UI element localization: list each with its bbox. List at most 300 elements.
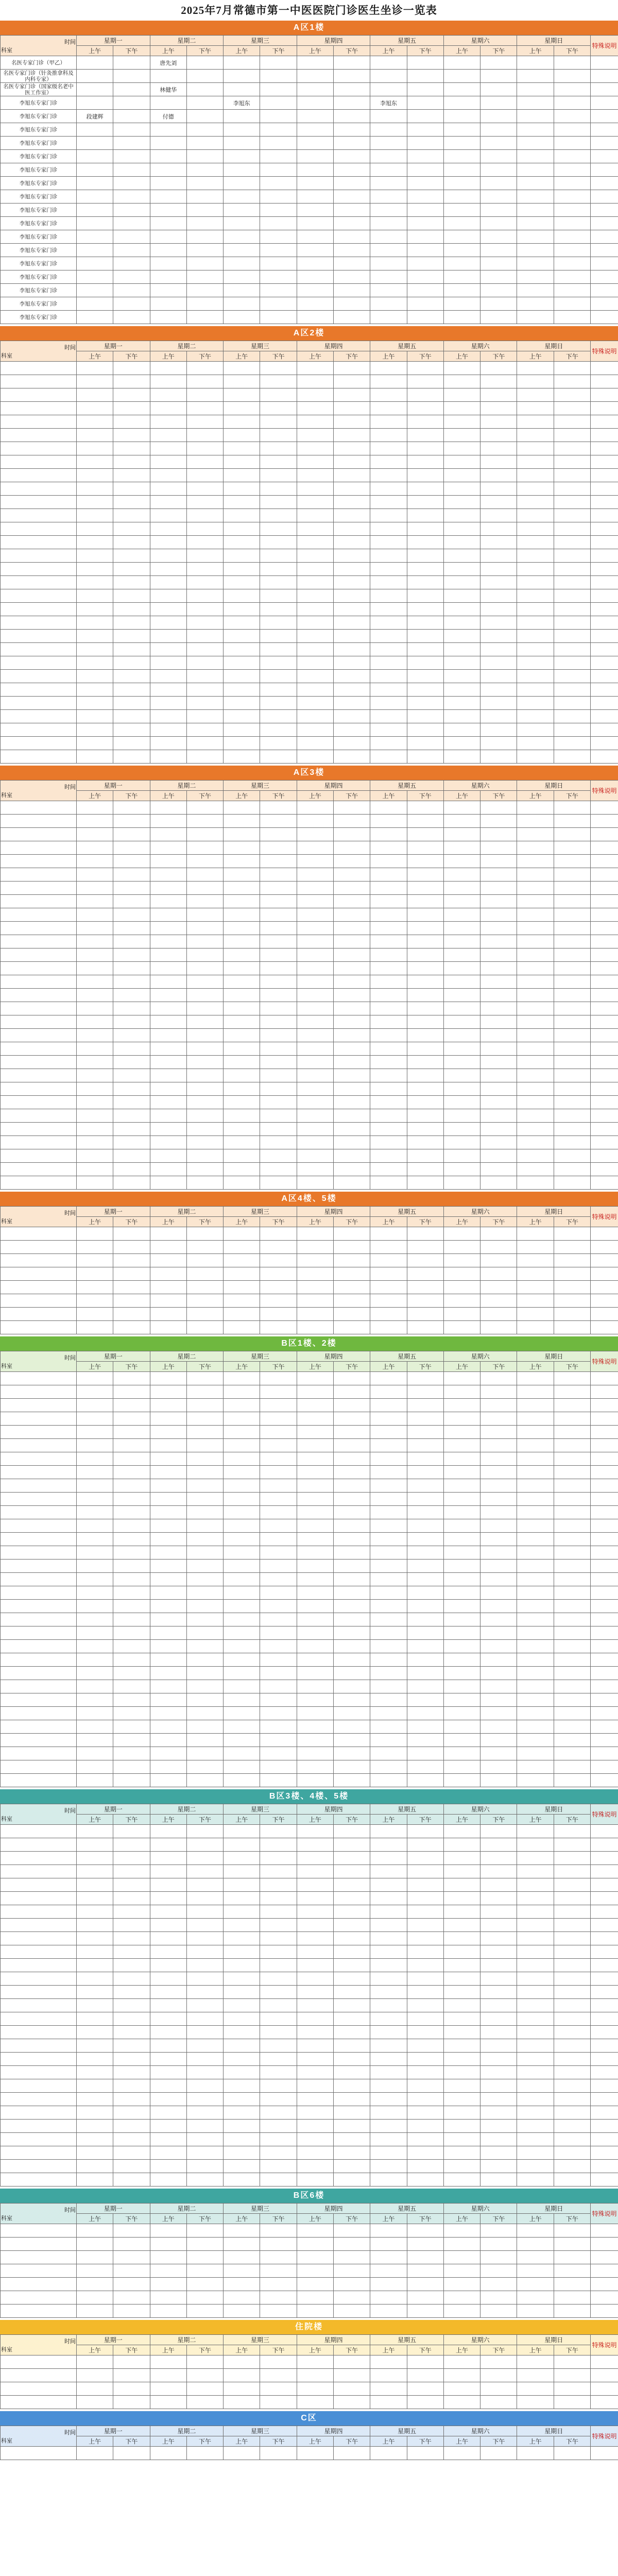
day-header: 星期五	[370, 1351, 444, 1362]
doctor-cell	[260, 1123, 297, 1136]
doctor-cell	[77, 2106, 113, 2120]
am-header: 上午	[150, 1362, 186, 1372]
doctor-cell	[150, 1825, 186, 1838]
am-header: 上午	[297, 2436, 333, 2447]
doctor-cell	[334, 1096, 370, 1109]
doctor-cell	[150, 2355, 186, 2369]
am-header: 上午	[517, 791, 554, 801]
doctor-cell	[150, 630, 186, 643]
doctor-cell	[443, 868, 480, 882]
dept-cell: 李旭东专家门诊	[1, 137, 77, 150]
doctor-cell	[517, 723, 554, 737]
note-cell	[591, 1905, 618, 1919]
doctor-cell	[554, 1372, 590, 1385]
note-cell	[591, 1640, 618, 1653]
doctor-cell	[370, 1573, 407, 1586]
doctor-cell	[297, 1959, 333, 1972]
table-row	[1, 1838, 618, 1852]
doctor-cell	[260, 429, 297, 442]
doctor-cell	[113, 2278, 150, 2291]
doctor-cell	[186, 2133, 223, 2146]
doctor-cell	[554, 723, 590, 737]
doctor-cell	[297, 2304, 333, 2318]
note-cell	[591, 1294, 618, 1308]
doctor-cell	[370, 362, 407, 375]
doctor-cell	[517, 855, 554, 868]
doctor-cell	[334, 1878, 370, 1892]
doctor-cell	[77, 509, 113, 522]
table-row	[1, 643, 618, 656]
doctor-cell	[480, 123, 517, 137]
doctor-cell	[554, 509, 590, 522]
note-cell	[591, 482, 618, 496]
doctor-cell	[260, 1002, 297, 1015]
doctor-cell	[517, 1667, 554, 1680]
doctor-cell	[370, 1069, 407, 1082]
doctor-cell	[334, 2238, 370, 2251]
doctor-cell	[517, 1640, 554, 1653]
doctor-cell	[77, 375, 113, 388]
dept-cell	[1, 1560, 77, 1573]
pm-header: 下午	[113, 1815, 150, 1825]
doctor-cell	[260, 616, 297, 630]
doctor-cell	[370, 177, 407, 190]
doctor-cell	[113, 1760, 150, 1774]
doctor-cell	[113, 1308, 150, 1321]
doctor-cell	[554, 1865, 590, 1878]
dept-cell	[1, 895, 77, 908]
doctor-cell	[224, 2396, 260, 2409]
dept-cell	[1, 2079, 77, 2093]
doctor-cell	[517, 1825, 554, 1838]
doctor-cell	[77, 1892, 113, 1905]
day-header: 星期五	[370, 1207, 444, 1217]
doctor-cell	[480, 1096, 517, 1109]
doctor-cell	[517, 975, 554, 989]
doctor-cell	[334, 828, 370, 841]
doctor-cell	[370, 1149, 407, 1163]
schedule-table	[0, 2203, 618, 2318]
doctor-cell	[443, 1774, 480, 1787]
doctor-cell	[443, 362, 480, 375]
doctor-cell	[480, 257, 517, 270]
doctor-cell	[77, 1321, 113, 1334]
am-header: 上午	[224, 1362, 260, 1372]
doctor-cell	[334, 150, 370, 163]
table-row	[1, 1533, 618, 1546]
table-row	[1, 1321, 618, 1334]
doctor-cell	[297, 1865, 333, 1878]
doctor-cell	[77, 429, 113, 442]
doctor-cell	[334, 1176, 370, 1190]
doctor-cell	[480, 989, 517, 1002]
doctor-cell	[186, 589, 223, 603]
doctor-cell	[260, 801, 297, 815]
dept-cell	[1, 1959, 77, 1972]
doctor-cell	[443, 1519, 480, 1533]
doctor-cell	[334, 1747, 370, 1760]
doctor-cell	[260, 1056, 297, 1069]
doctor-cell	[297, 2106, 333, 2120]
table-row	[1, 2369, 618, 2382]
doctor-cell	[334, 509, 370, 522]
doctor-cell	[77, 1838, 113, 1852]
doctor-cell	[77, 1734, 113, 1747]
doctor-cell	[370, 455, 407, 469]
doctor-cell	[297, 737, 333, 750]
doctor-cell	[370, 1999, 407, 2012]
doctor-cell	[443, 2146, 480, 2160]
doctor-cell	[370, 1426, 407, 1439]
doctor-cell	[260, 1892, 297, 1905]
day-header: 星期五	[370, 1804, 444, 1815]
doctor-cell	[517, 603, 554, 616]
doctor-cell	[297, 1426, 333, 1439]
am-header: 上午	[370, 791, 407, 801]
doctor-cell	[517, 297, 554, 311]
doctor-cell	[334, 2251, 370, 2264]
doctor-cell	[480, 150, 517, 163]
doctor-cell	[480, 1999, 517, 2012]
note-cell	[591, 1136, 618, 1149]
doctor-cell	[407, 284, 443, 297]
doctor-cell	[443, 1865, 480, 1878]
note-cell	[591, 1892, 618, 1905]
doctor-cell	[297, 455, 333, 469]
doctor-cell	[113, 1693, 150, 1707]
doctor-cell	[334, 442, 370, 455]
doctor-cell	[150, 257, 186, 270]
doctor-cell	[334, 536, 370, 549]
doctor-cell	[334, 2173, 370, 2187]
section-banner: A区4楼、5楼	[0, 1192, 618, 1206]
doctor-cell	[517, 1479, 554, 1493]
doctor-cell	[297, 2120, 333, 2133]
doctor-cell	[480, 509, 517, 522]
pm-header: 下午	[407, 1362, 443, 1372]
note-cell	[591, 1680, 618, 1693]
note-cell	[591, 1667, 618, 1680]
day-header: 星期五	[370, 2426, 444, 2436]
doctor-cell	[260, 2264, 297, 2278]
dept-cell: 李旭东专家门诊	[1, 257, 77, 270]
day-header: 星期三	[224, 2335, 297, 2345]
doctor-cell	[150, 576, 186, 589]
doctor-cell	[443, 1321, 480, 1334]
doctor-cell	[186, 908, 223, 922]
doctor-cell	[260, 2079, 297, 2093]
doctor-cell	[554, 2224, 590, 2238]
doctor-cell	[370, 1466, 407, 1479]
doctor-cell	[297, 1945, 333, 1959]
table-row	[1, 1506, 618, 1519]
doctor-cell	[224, 362, 260, 375]
doctor-cell	[224, 895, 260, 908]
doctor-cell	[224, 1466, 260, 1479]
doctor-cell	[186, 284, 223, 297]
note-cell	[591, 2447, 618, 2460]
pm-header: 下午	[480, 2436, 517, 2447]
am-header: 上午	[370, 2436, 407, 2447]
doctor-cell	[224, 1919, 260, 1932]
doctor-cell	[480, 190, 517, 204]
doctor-cell	[224, 2146, 260, 2160]
doctor-cell	[370, 868, 407, 882]
note-cell	[591, 56, 618, 70]
doctor-cell	[297, 1254, 333, 1267]
doctor-cell	[517, 123, 554, 137]
doctor-cell	[407, 1069, 443, 1082]
doctor-cell	[150, 2012, 186, 2026]
doctor-cell	[334, 137, 370, 150]
note-cell	[591, 257, 618, 270]
table-row	[1, 815, 618, 828]
doctor-cell	[260, 522, 297, 536]
doctor-cell	[77, 1932, 113, 1945]
doctor-cell	[443, 603, 480, 616]
doctor-cell	[297, 1693, 333, 1707]
day-header: 星期三	[224, 36, 297, 46]
dept-cell	[1, 2146, 77, 2160]
doctor-cell	[443, 1123, 480, 1136]
doctor-cell	[186, 2079, 223, 2093]
doctor-cell	[224, 1573, 260, 1586]
doctor-cell	[113, 576, 150, 589]
doctor-cell	[334, 750, 370, 764]
doctor-cell	[334, 1986, 370, 1999]
doctor-cell	[517, 2264, 554, 2278]
doctor-cell	[260, 1945, 297, 1959]
day-header: 星期日	[517, 2335, 591, 2345]
doctor-cell	[517, 922, 554, 935]
doctor-cell	[113, 1667, 150, 1680]
doctor-cell	[554, 455, 590, 469]
doctor-cell	[186, 1294, 223, 1308]
doctor-cell	[77, 2278, 113, 2291]
day-header: 星期五	[370, 2335, 444, 2345]
doctor-cell	[224, 2120, 260, 2133]
doctor-cell	[77, 56, 113, 70]
note-cell	[591, 1707, 618, 1720]
page-title: 2025年7月常德市第一中医医院门诊医生坐诊一览表	[181, 4, 437, 16]
doctor-cell	[443, 2291, 480, 2304]
doctor-cell	[224, 1241, 260, 1254]
doctor-cell	[370, 1747, 407, 1760]
doctor-cell	[260, 177, 297, 190]
doctor-cell	[150, 1466, 186, 1479]
doctor-cell	[334, 1241, 370, 1254]
doctor-cell	[260, 1919, 297, 1932]
doctor-cell	[150, 2396, 186, 2409]
doctor-cell	[150, 855, 186, 868]
dept-cell	[1, 2369, 77, 2382]
doctor-cell	[334, 643, 370, 656]
doctor-cell	[260, 2053, 297, 2066]
dept-cell	[1, 2238, 77, 2251]
dept-cell	[1, 1042, 77, 1056]
doctor-cell	[260, 723, 297, 737]
doctor-cell	[554, 1905, 590, 1919]
note-cell	[591, 2264, 618, 2278]
doctor-cell	[370, 1056, 407, 1069]
doctor-cell	[186, 2012, 223, 2026]
note-cell	[591, 1653, 618, 1667]
doctor-cell	[407, 496, 443, 509]
doctor-cell	[480, 1321, 517, 1334]
doctor-cell	[150, 2251, 186, 2264]
doctor-cell	[517, 1945, 554, 1959]
doctor-cell	[517, 630, 554, 643]
doctor-cell	[407, 1919, 443, 1932]
doctor-cell	[224, 1399, 260, 1412]
doctor-cell	[554, 2146, 590, 2160]
doctor-cell	[113, 563, 150, 576]
doctor-cell	[554, 442, 590, 455]
doctor-cell	[554, 1056, 590, 1069]
doctor-cell	[480, 1399, 517, 1412]
pm-header: 下午	[407, 2436, 443, 2447]
day-header: 星期四	[297, 2335, 370, 2345]
doctor-cell	[186, 204, 223, 217]
table-row	[1, 1600, 618, 1613]
note-cell	[591, 975, 618, 989]
table-row	[1, 2396, 618, 2409]
doctor-cell	[443, 1015, 480, 1029]
doctor-cell	[370, 1321, 407, 1334]
doctor-cell	[77, 801, 113, 815]
day-header: 星期六	[443, 781, 517, 791]
dept-cell	[1, 603, 77, 616]
doctor-cell	[443, 948, 480, 962]
table-row	[1, 123, 618, 137]
doctor-cell	[186, 1136, 223, 1149]
doctor-cell	[186, 1919, 223, 1932]
doctor-cell	[407, 150, 443, 163]
doctor-cell	[334, 496, 370, 509]
doctor-cell	[407, 2355, 443, 2369]
doctor-cell	[554, 1932, 590, 1945]
doctor-cell	[224, 948, 260, 962]
doctor-cell	[186, 1852, 223, 1865]
doctor-cell	[334, 2066, 370, 2079]
pm-header: 下午	[113, 46, 150, 56]
doctor-cell	[150, 1042, 186, 1056]
doctor-cell	[480, 1838, 517, 1852]
doctor-cell	[517, 1042, 554, 1056]
doctor-cell	[150, 1986, 186, 1999]
doctor-cell	[77, 1693, 113, 1707]
doctor-cell	[517, 656, 554, 670]
doctor-cell	[77, 1905, 113, 1919]
doctor-cell	[517, 1878, 554, 1892]
doctor-cell	[480, 1560, 517, 1573]
doctor-cell	[480, 962, 517, 975]
doctor-cell	[297, 1720, 333, 1734]
doctor-cell	[297, 2079, 333, 2093]
doctor-cell	[517, 1760, 554, 1774]
doctor-cell	[113, 1546, 150, 1560]
day-header: 星期三	[224, 2204, 297, 2214]
note-cell	[591, 1506, 618, 1519]
doctor-cell	[186, 1680, 223, 1693]
dept-cell	[1, 1734, 77, 1747]
doctor-cell	[260, 83, 297, 96]
dept-cell	[1, 750, 77, 764]
pm-header: 下午	[113, 2436, 150, 2447]
pm-header: 下午	[480, 1217, 517, 1227]
doctor-cell	[480, 1707, 517, 1720]
doctor-cell	[186, 388, 223, 402]
doctor-cell	[224, 1281, 260, 1294]
doctor-cell	[186, 1321, 223, 1334]
doctor-cell	[113, 1466, 150, 1479]
doctor-cell	[443, 576, 480, 589]
note-cell	[591, 1999, 618, 2012]
doctor-cell	[224, 2369, 260, 2382]
doctor-cell	[517, 429, 554, 442]
doctor-cell	[443, 2053, 480, 2066]
doctor-cell	[334, 922, 370, 935]
doctor-cell	[407, 683, 443, 697]
doctor-cell	[150, 1385, 186, 1399]
doctor-cell	[480, 1613, 517, 1626]
doctor-cell	[224, 509, 260, 522]
doctor-cell	[370, 1945, 407, 1959]
doctor-cell	[554, 402, 590, 415]
doctor-cell	[297, 828, 333, 841]
doctor-cell	[334, 603, 370, 616]
table-row	[1, 137, 618, 150]
doctor-cell	[517, 1399, 554, 1412]
am-header: 上午	[370, 2345, 407, 2355]
doctor-cell	[334, 2291, 370, 2304]
table-row	[1, 750, 618, 764]
doctor-cell	[480, 2447, 517, 2460]
doctor-cell	[334, 549, 370, 563]
day-header: 星期六	[443, 341, 517, 351]
dept-cell	[1, 1586, 77, 1600]
doctor-cell	[480, 1640, 517, 1653]
doctor-cell	[480, 1479, 517, 1493]
note-cell	[591, 1176, 618, 1190]
table-row	[1, 828, 618, 841]
doctor-cell	[150, 603, 186, 616]
doctor-cell	[407, 311, 443, 324]
doctor-cell	[113, 643, 150, 656]
table-row	[1, 496, 618, 509]
day-header: 星期日	[517, 1207, 591, 1217]
doctor-cell	[150, 1267, 186, 1281]
doctor-cell	[370, 2173, 407, 2187]
doctor-cell	[297, 244, 333, 257]
doctor-cell	[443, 415, 480, 429]
doctor-cell	[224, 1029, 260, 1042]
doctor-cell	[260, 1986, 297, 1999]
doctor-cell	[517, 2120, 554, 2133]
doctor-cell	[517, 2093, 554, 2106]
doctor-cell	[224, 737, 260, 750]
doctor-cell	[480, 217, 517, 230]
table-row	[1, 2304, 618, 2318]
dept-header	[1, 2335, 77, 2355]
doctor-cell	[370, 1439, 407, 1452]
doctor-cell	[443, 442, 480, 455]
doctor-cell	[77, 2053, 113, 2066]
doctor-cell	[260, 1680, 297, 1693]
dept-cell	[1, 375, 77, 388]
doctor-cell	[224, 1774, 260, 1787]
doctor-cell	[186, 2160, 223, 2173]
